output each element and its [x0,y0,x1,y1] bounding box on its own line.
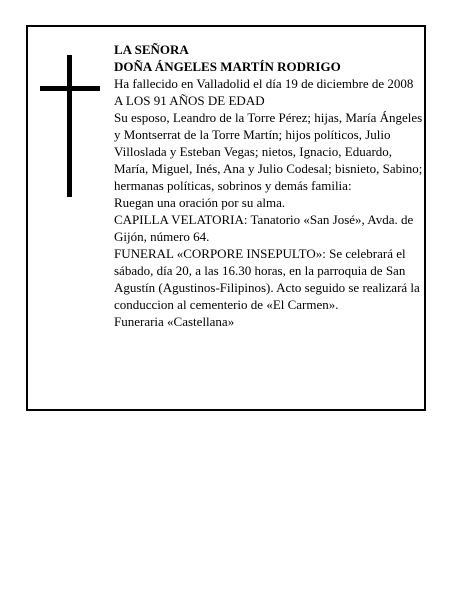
chapel-info: CAPILLA VELATORIA: Tanatorio «San José», Avda. de Gijón, número 64. [114,212,414,244]
obituary-text [114,41,426,330]
age-line: A LOS 91 AÑOS DE EDAD [114,93,265,108]
cross-icon [67,55,72,197]
prayer-line: Ruegan una oración por su alma. [114,195,286,210]
deceased-name: DOÑA ÁNGELES MARTÍN RODRIGO [114,59,341,74]
funeral-info: FUNERAL «CORPORE INSEPULTO»: Se celebrará el sábado, día 20, a las 16.30 horas, en la parroquia de San Agustín (Agustinos-Filipinos). Acto seguido se realizará la conduccion al cementerio de «El Carmen». [114,246,420,312]
funeral-home: Funeraria «Castellana» [114,314,235,329]
cross-icon-bar [40,86,100,91]
death-line: Ha fallecido en Valladolid el día 19 de diciembre de 2008 [114,76,414,91]
notice-title: LA SEÑORA [114,42,189,57]
obituary-notice [26,25,426,411]
family-list: Su esposo, Leandro de la Torre Pérez; hijas, María Ángeles y Montserrat de la Torre Martín; hijos políticos, Julio Villoslada y Esteban Vegas; nietos, Ignacio, Eduardo, María, Miguel, Inés, Ana y Julio Codesal; bisnieto, Sabino; hermanas políticas, sobrinos y demás familia: [114,110,423,193]
